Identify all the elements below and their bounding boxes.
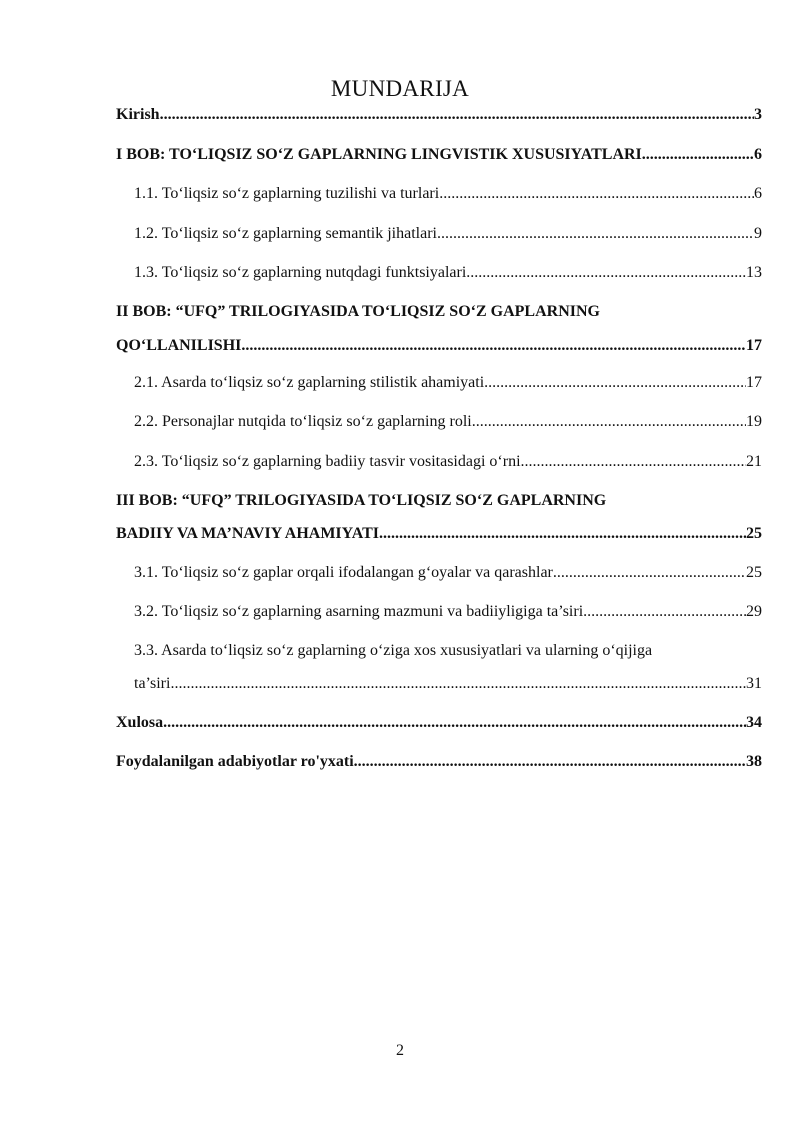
toc-entry-label: Foydalanilgan adabiyotlar ro'yxati (116, 753, 354, 770)
toc-entry-label: ta’siri (134, 675, 171, 692)
toc-entry-label: Kirish (116, 106, 160, 123)
toc-leader-dots (583, 602, 746, 622)
toc-page-number: 29 (746, 603, 762, 620)
toc-leader-dots (484, 373, 746, 393)
toc-leader-dots (466, 263, 746, 283)
toc-entry-chapter-3-line1[interactable]: III BOB: “UFQ” TRILOGIYASIDA TO‘LIQSIZ SO‘Z GAPLARNING (116, 492, 607, 509)
toc-entry-section-3-3-line1[interactable]: 3.3. Asarda to‘liqsiz so‘z gaplarning o‘ziga xos xususiyatlari va ularning o‘qijiga (134, 642, 653, 659)
toc-leader-dots (437, 224, 754, 244)
toc-entry-label: 1.3. To‘liqsiz so‘z gaplarning nutqdagi funktsiyalari (134, 264, 467, 281)
toc-page-number: 13 (746, 264, 762, 281)
toc-entry-label: 2.2. Personajlar nutqida to‘liqsiz so‘z gaplarning roli (134, 413, 472, 430)
toc-entry-label: 2.1. Asarda to‘liqsiz so‘z gaplarning stilistik ahamiyati (134, 374, 485, 391)
toc-page-number: 6 (754, 185, 762, 202)
toc-page-number: 6 (754, 146, 762, 163)
toc-leader-dots (241, 336, 746, 356)
toc-entry-label: 2.3. To‘liqsiz so‘z gaplarning badiiy tasvir vositasidagi o‘rni (134, 453, 521, 470)
toc-entry-section-3-2[interactable] (134, 602, 762, 622)
toc-page-number: 3 (754, 106, 762, 123)
toc-leader-dots (170, 674, 746, 694)
toc-page-number: 9 (754, 225, 762, 242)
page-title: MUNDARIJA (330, 76, 470, 101)
toc-entry-section-1-3[interactable] (134, 263, 762, 283)
toc-entry-label: QO‘LLANILISHI (116, 337, 242, 354)
toc-page-number: 21 (746, 453, 762, 470)
toc-entry-section-2-1[interactable] (134, 373, 762, 393)
toc-page-number: 25 (746, 564, 762, 581)
toc-leader-dots (379, 524, 746, 544)
toc-entry-label: 1.1. To‘liqsiz so‘z gaplarning tuzilishi va turlari (134, 185, 440, 202)
toc-entry-chapter-2[interactable] (116, 336, 762, 356)
toc-entry-section-3-3[interactable] (134, 674, 762, 694)
toc-page-number: 31 (746, 675, 762, 692)
toc-leader-dots (521, 452, 746, 472)
toc-entry-section-1-1[interactable] (134, 184, 762, 204)
toc-entry-chapter-1[interactable] (116, 145, 762, 165)
toc-entry-chapter-3[interactable] (116, 524, 762, 544)
toc-entry-section-2-3[interactable] (134, 452, 762, 472)
toc-leader-dots (163, 713, 746, 733)
toc-entry-section-2-2[interactable] (134, 412, 762, 432)
toc-entry-label: 3.2. To‘liqsiz so‘z gaplarning asarning mazmuni va badiiyligiga ta’siri (134, 603, 584, 620)
toc-entry-label: I BOB: TO‘LIQSIZ SO‘Z GAPLARNING LINGVISTIK XUSUSIYATLARI (116, 146, 642, 163)
toc-entry-chapter-2-line1[interactable]: II BOB: “UFQ” TRILOGIYASIDA TO‘LIQSIZ SO‘Z GAPLARNING (116, 303, 600, 320)
toc-entry-label: Xulosa (116, 714, 164, 731)
toc-page-number: 19 (746, 413, 762, 430)
toc-entry-section-1-2[interactable] (134, 224, 762, 244)
toc-leader-dots (642, 145, 754, 165)
toc-entry-kirish[interactable] (116, 105, 762, 125)
toc-leader-dots (354, 752, 746, 772)
toc-page-number: 34 (746, 714, 762, 731)
toc-entry-references[interactable] (116, 752, 762, 772)
page-number: 2 (396, 1042, 404, 1059)
toc-page-number: 17 (746, 337, 762, 354)
toc-entry-xulosa[interactable] (116, 713, 762, 733)
toc-leader-dots (472, 412, 746, 432)
toc-page-number: 17 (746, 374, 762, 391)
toc-leader-dots (439, 184, 754, 204)
toc-entry-section-3-1[interactable] (134, 563, 762, 583)
toc-entry-label: BADIIY VA MA’NAVIY AHAMIYATI (116, 525, 380, 542)
toc-entry-label: 3.1. To‘liqsiz so‘z gaplar orqali ifodalangan g‘oyalar va qarashlar (134, 564, 553, 581)
toc-leader-dots (160, 105, 754, 125)
toc-leader-dots (553, 563, 746, 583)
toc-page-number: 25 (746, 525, 762, 542)
toc-entry-label: 1.2. To‘liqsiz so‘z gaplarning semantik jihatlari (134, 225, 437, 242)
toc-page-number: 38 (746, 753, 762, 770)
